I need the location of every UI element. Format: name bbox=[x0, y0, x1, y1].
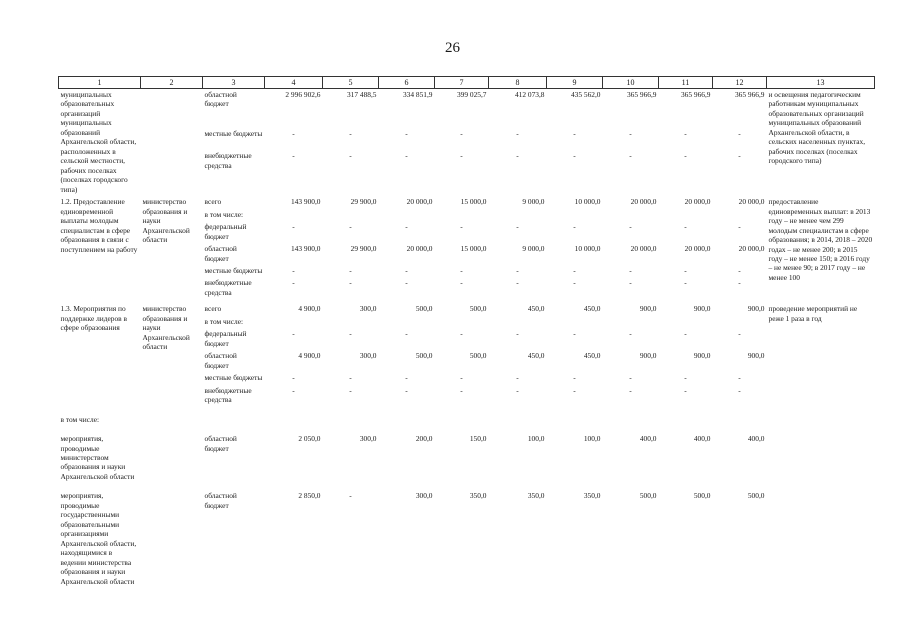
program-table bbox=[58, 76, 875, 588]
value-cell: 365 966,9 bbox=[626, 90, 657, 99]
funding-source: внебюджетные средства bbox=[204, 385, 252, 405]
value-cell: 900,0 bbox=[639, 304, 657, 314]
column-header: 11 bbox=[659, 77, 713, 89]
dash-cell: - bbox=[405, 151, 408, 161]
value-cell: 143 900,0 bbox=[290, 244, 321, 254]
value-cell: 20 000,0 bbox=[684, 244, 711, 254]
value-cell: 435 562,0 bbox=[570, 90, 601, 99]
dash-cell: - bbox=[684, 385, 687, 395]
value-cell: 317 488,5 bbox=[346, 90, 377, 99]
value-cell: 20 000,0 bbox=[630, 197, 657, 207]
column-header: 12 bbox=[713, 77, 767, 89]
dash-cell: - bbox=[460, 385, 463, 395]
executor: министерство образования и науки Архангельской области bbox=[142, 197, 190, 245]
value-cell: 500,0 bbox=[415, 351, 433, 361]
value-cell: 20 000,0 bbox=[684, 197, 711, 207]
value-cell: 365 966,9 bbox=[734, 90, 765, 99]
column-header: 2 bbox=[141, 77, 203, 89]
value-cell: 334 851,9 bbox=[402, 90, 433, 99]
funding-source: в том числе: bbox=[204, 316, 244, 326]
value-cell: 29 900,0 bbox=[350, 197, 377, 207]
column-header: 8 bbox=[489, 77, 547, 89]
dash-cell: - bbox=[573, 329, 576, 339]
including-label: в том числе: bbox=[60, 414, 100, 424]
dash-cell: - bbox=[516, 222, 519, 232]
dash-cell: - bbox=[573, 151, 576, 161]
executor bbox=[141, 426, 203, 483]
value-cell: 300,0 bbox=[359, 434, 377, 444]
value-cell: 2 850,0 bbox=[298, 491, 321, 501]
dash-cell: - bbox=[460, 373, 463, 383]
dash-cell: - bbox=[460, 151, 463, 161]
dash-cell: - bbox=[738, 222, 741, 232]
expected-result bbox=[767, 426, 875, 483]
funding-source: всего bbox=[204, 304, 222, 314]
value-cell: 300,0 bbox=[415, 491, 433, 501]
value-cell: 365 966,9 bbox=[680, 90, 711, 99]
dash-cell: - bbox=[292, 222, 295, 232]
value-cell: 450,0 bbox=[583, 304, 601, 314]
dash-cell: - bbox=[405, 265, 408, 275]
dash-cell: - bbox=[573, 129, 576, 139]
dash-cell: - bbox=[573, 265, 576, 275]
dash-cell: - bbox=[405, 385, 408, 395]
value-cell: 20 000,0 bbox=[406, 197, 433, 207]
expected-result: и освещения педагогическим работникам муниципальных образовательных организаций муниципальных образований Архангельской области, в сельских населенных пунктах, рабочих поселках (поселках городского типа) bbox=[768, 90, 866, 166]
funding-source: областной бюджет bbox=[204, 491, 237, 510]
dash-cell: - bbox=[684, 265, 687, 275]
value-cell: 9 000,0 bbox=[522, 244, 545, 254]
dash-cell: - bbox=[460, 278, 463, 288]
column-header: 10 bbox=[603, 77, 659, 89]
value-cell: 400,0 bbox=[747, 434, 765, 444]
funding-source: федеральный бюджет bbox=[204, 222, 247, 241]
dash-cell: - bbox=[516, 373, 519, 383]
empty-cell bbox=[265, 316, 767, 328]
table-row bbox=[59, 407, 875, 426]
dash-cell: - bbox=[629, 278, 632, 288]
expected-result: проведение мероприятий не реже 1 раза в год bbox=[768, 304, 858, 323]
dash-cell: - bbox=[349, 222, 352, 232]
dash-cell: - bbox=[738, 385, 741, 395]
table-row bbox=[59, 89, 875, 129]
funding-source: местные бюджеты bbox=[204, 129, 263, 139]
dash-cell: - bbox=[292, 129, 295, 139]
dash-cell: - bbox=[516, 385, 519, 395]
value-cell: 300,0 bbox=[359, 351, 377, 361]
value-cell: 412 073,8 bbox=[514, 90, 545, 99]
funding-source: местные бюджеты bbox=[204, 373, 263, 383]
funding-source: местные бюджеты bbox=[204, 265, 263, 275]
value-cell: 500,0 bbox=[469, 304, 487, 314]
expected-result: предоставление единовременных выплат: в 2013 году – не менее чем 299 молодым специалистам в сфере образования; в 2014, 2018 – 2020 годах – не менее 200; в 2015 году – не менее 150; в 2016 году – не менее 90; в 2017 году – не менее 100 bbox=[768, 197, 873, 282]
funding-source: федеральный бюджет bbox=[204, 329, 247, 348]
funding-source: в том числе: bbox=[204, 209, 244, 219]
value-cell: 900,0 bbox=[747, 304, 765, 314]
dash-cell: - bbox=[629, 385, 632, 395]
dash-cell: - bbox=[629, 329, 632, 339]
dash-cell: - bbox=[684, 329, 687, 339]
value-cell: 10 000,0 bbox=[574, 244, 601, 254]
value-cell: 20 000,0 bbox=[406, 244, 433, 254]
dash-cell: - bbox=[684, 151, 687, 161]
dash-cell: - bbox=[405, 278, 408, 288]
value-cell: 450,0 bbox=[527, 304, 545, 314]
dash-cell: - bbox=[516, 129, 519, 139]
value-cell: 100,0 bbox=[527, 434, 545, 444]
dash-cell: - bbox=[349, 151, 352, 161]
dash-cell: - bbox=[349, 265, 352, 275]
measure-description: мероприятия, проводимые государственными образовательными организациями Архангельской области, находящимися в ведении министерства образования и науки Архангельской области bbox=[60, 491, 137, 586]
value-cell: 350,0 bbox=[469, 491, 487, 501]
value-cell: 20 000,0 bbox=[738, 244, 765, 254]
value-cell: 500,0 bbox=[693, 491, 711, 501]
value-cell: 399 025,7 bbox=[456, 90, 487, 99]
dash-cell: - bbox=[629, 129, 632, 139]
measure-description: 1.2. Предоставление единовременной выплаты молодым специалистам в сфере образования в связи с поступлением на работу bbox=[60, 197, 138, 254]
dash-cell: - bbox=[738, 151, 741, 161]
value-cell: 2 996 902,6 bbox=[285, 90, 321, 99]
value-cell: 200,0 bbox=[415, 434, 433, 444]
dash-cell: - bbox=[516, 151, 519, 161]
table-row bbox=[59, 196, 875, 208]
dash-cell: - bbox=[292, 329, 295, 339]
dash-cell: - bbox=[684, 373, 687, 383]
dash-cell: - bbox=[738, 329, 741, 339]
dash-cell: - bbox=[405, 222, 408, 232]
value-cell: 500,0 bbox=[639, 491, 657, 501]
dash-cell: - bbox=[405, 129, 408, 139]
table-row bbox=[59, 303, 875, 315]
funding-source: областной бюджет bbox=[204, 434, 237, 453]
value-cell: 15 000,0 bbox=[460, 197, 487, 207]
dash-cell: - bbox=[629, 222, 632, 232]
column-header: 4 bbox=[265, 77, 323, 89]
value-cell: 150,0 bbox=[469, 434, 487, 444]
funding-source: внебюджетные средства bbox=[204, 151, 252, 170]
value-cell: 20 000,0 bbox=[630, 244, 657, 254]
dash-cell: - bbox=[738, 265, 741, 275]
dash-cell: - bbox=[516, 329, 519, 339]
dash-cell: - bbox=[516, 278, 519, 288]
column-header: 13 bbox=[767, 77, 875, 89]
dash-cell: - bbox=[629, 373, 632, 383]
table-row bbox=[59, 426, 875, 483]
value-cell: 500,0 bbox=[747, 491, 765, 501]
value-cell: 4 900,0 bbox=[298, 351, 321, 361]
measure-description: муниципальных образовательных организаций муниципальных образований Архангельской области, расположенных в сельской местности, рабочих поселках (поселках городского типа) bbox=[60, 90, 137, 194]
dash-cell: - bbox=[684, 278, 687, 288]
column-header: 1 bbox=[59, 77, 141, 89]
value-cell: 500,0 bbox=[415, 304, 433, 314]
dash-cell: - bbox=[738, 278, 741, 288]
value-cell: 900,0 bbox=[747, 351, 765, 361]
funding-source: областной бюджет bbox=[204, 351, 237, 370]
dash-cell: - bbox=[349, 129, 352, 139]
dash-cell: - bbox=[684, 129, 687, 139]
dash-cell: - bbox=[292, 278, 295, 288]
value-cell: - bbox=[349, 491, 352, 501]
executor bbox=[141, 483, 203, 588]
table-row bbox=[59, 483, 875, 588]
dash-cell: - bbox=[516, 265, 519, 275]
column-header: 6 bbox=[379, 77, 435, 89]
dash-cell: - bbox=[460, 222, 463, 232]
value-cell: 350,0 bbox=[583, 491, 601, 501]
column-header: 9 bbox=[547, 77, 603, 89]
dash-cell: - bbox=[292, 385, 295, 395]
funding-source: областной бюджет bbox=[204, 90, 237, 109]
value-cell: 100,0 bbox=[583, 434, 601, 444]
value-cell: 900,0 bbox=[693, 351, 711, 361]
dash-cell: - bbox=[573, 373, 576, 383]
value-cell: 20 000,0 bbox=[738, 197, 765, 207]
value-cell: 900,0 bbox=[693, 304, 711, 314]
dash-cell: - bbox=[573, 222, 576, 232]
value-cell: 400,0 bbox=[693, 434, 711, 444]
value-cell: 4 900,0 bbox=[298, 304, 321, 314]
executor bbox=[141, 89, 203, 197]
dash-cell: - bbox=[292, 151, 295, 161]
value-cell: 900,0 bbox=[639, 351, 657, 361]
dash-cell: - bbox=[349, 278, 352, 288]
dash-cell: - bbox=[738, 373, 741, 383]
value-cell: 143 900,0 bbox=[290, 197, 321, 207]
dash-cell: - bbox=[349, 385, 352, 395]
value-cell: 400,0 bbox=[639, 434, 657, 444]
dash-cell: - bbox=[405, 329, 408, 339]
funding-source: всего bbox=[204, 197, 222, 207]
value-cell: 9 000,0 bbox=[522, 197, 545, 207]
dash-cell: - bbox=[405, 373, 408, 383]
dash-cell: - bbox=[349, 329, 352, 339]
value-cell: 15 000,0 bbox=[460, 244, 487, 254]
dash-cell: - bbox=[573, 278, 576, 288]
column-header: 7 bbox=[435, 77, 489, 89]
empty-cell bbox=[265, 209, 767, 221]
dash-cell: - bbox=[573, 385, 576, 395]
dash-cell: - bbox=[738, 129, 741, 139]
dash-cell: - bbox=[460, 265, 463, 275]
column-header: 5 bbox=[323, 77, 379, 89]
value-cell: 2 050,0 bbox=[298, 434, 321, 444]
dash-cell: - bbox=[292, 373, 295, 383]
value-cell: 450,0 bbox=[527, 351, 545, 361]
expected-result bbox=[767, 483, 875, 588]
measure-description: мероприятия, проводимые министерством образования и науки Архангельской области bbox=[60, 434, 135, 481]
dash-cell: - bbox=[349, 373, 352, 383]
value-cell: 10 000,0 bbox=[574, 197, 601, 207]
column-header: 3 bbox=[203, 77, 265, 89]
value-cell: 300,0 bbox=[359, 304, 377, 314]
dash-cell: - bbox=[629, 151, 632, 161]
dash-cell: - bbox=[292, 265, 295, 275]
dash-cell: - bbox=[629, 265, 632, 275]
column-number-row bbox=[59, 77, 875, 89]
dash-cell: - bbox=[460, 129, 463, 139]
funding-source: областной бюджет bbox=[204, 244, 237, 263]
measure-description: 1.3. Мероприятия по поддержке лидеров в сфере образования bbox=[60, 304, 127, 333]
value-cell: 450,0 bbox=[583, 351, 601, 361]
funding-source: внебюджетные средства bbox=[204, 278, 252, 297]
executor: министерство образования и науки Архангельской области bbox=[142, 304, 190, 352]
dash-cell: - bbox=[684, 222, 687, 232]
page-number: 26 bbox=[445, 40, 460, 56]
value-cell: 29 900,0 bbox=[350, 244, 377, 254]
value-cell: 350,0 bbox=[527, 491, 545, 501]
dash-cell: - bbox=[460, 329, 463, 339]
value-cell: 500,0 bbox=[469, 351, 487, 361]
